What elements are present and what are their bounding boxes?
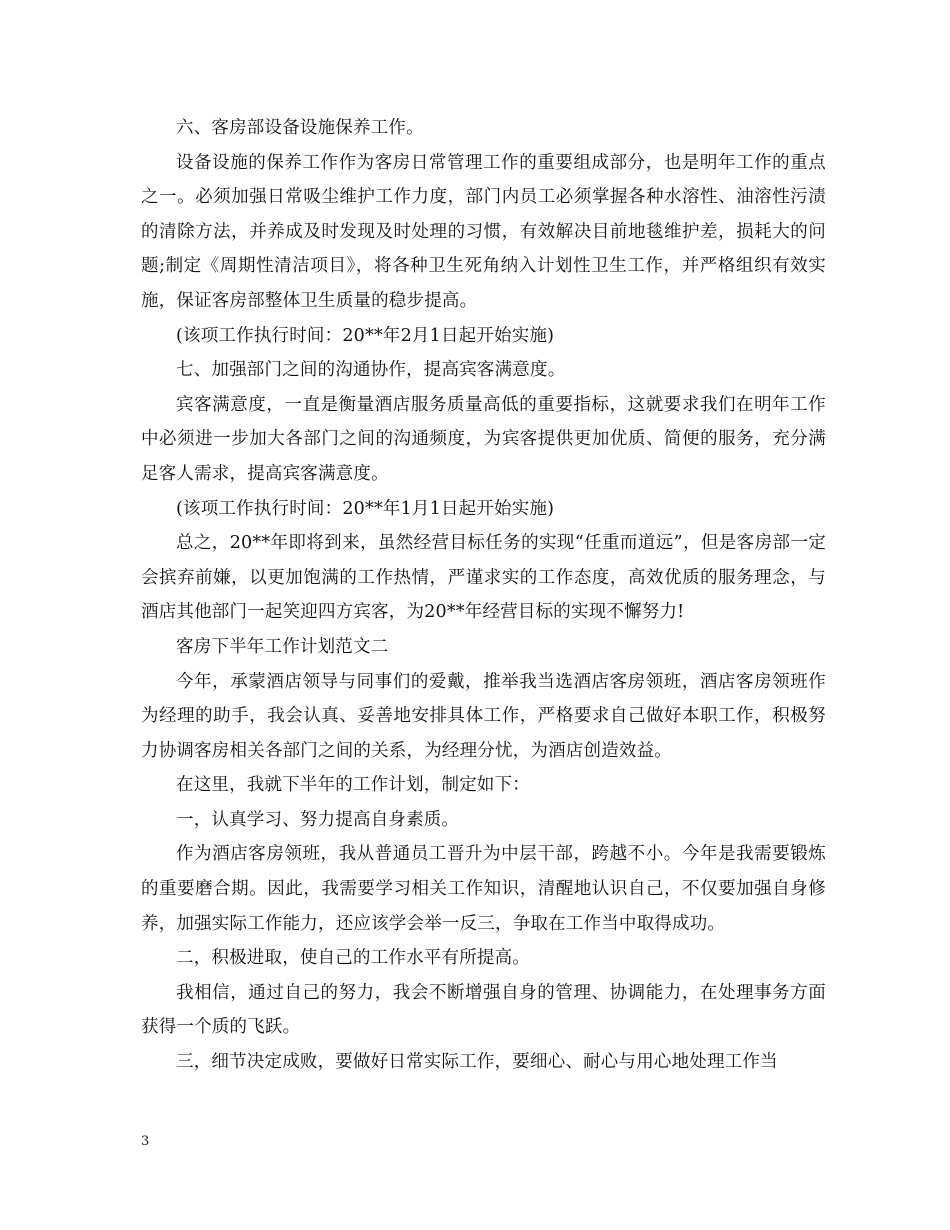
plan-item-heading-progress: 二，积极进取，使自己的工作水平有所提高。 (176, 948, 530, 969)
execution-time-note: (该项工作执行时间：20**年2月1日起开始实施) (176, 325, 555, 346)
execution-time-note: (该项工作执行时间：20**年1月1日起开始实施) (176, 498, 555, 519)
plan-item-heading-details: 三，细节决定成败，要做好日常实际工作，要细心、耐心与用心地处理工作当 (176, 1052, 778, 1073)
paragraph-introduction: 今年，承蒙酒店领导与同事们的爱戴，推举我当选酒店客房领班，酒店客房领班作为经理的助手，我会认真、妥善地安排具体工作，严格要求自己做好本职工作，积极努力协调客房相关各部门之间的关系，为经理分忧，为酒店创造效益。 (141, 671, 826, 761)
section-heading-communication: 七、加强部门之间的沟通协作，提高宾客满意度。 (176, 360, 566, 381)
paragraph-equipment-maintenance: 设备设施的保养工作作为客房日常管理工作的重要组成部分，也是明年工作的重点之一。必须加强日常吸尘维护工作力度，部门内员工必须掌握各种水溶性、油溶性污渍的清除方法，并养成及时发现及时处理的习惯，有效解决目前地毯维护差，损耗大的问题;制定《周期性清洁项目》，将各种卫生死角纳入计划性卫生工作，并严格组织有效实施，保证客房部整体卫生质量的稳步提高。 (141, 152, 826, 311)
paragraph-plan-intro: 在这里，我就下半年的工作计划，制定如下： (176, 775, 530, 796)
plan-item-heading-study: 一，认真学习、努力提高自身素质。 (176, 809, 460, 830)
paragraph-study: 作为酒店客房领班，我从普通员工晋升为中层干部，跨越不小。今年是我需要锻炼的重要磨合期。因此，我需要学习相关工作知识，清醒地认识自己，不仅要加强自身修养，加强实际工作能力，还应该学会举一反三，争取在工作当中取得成功。 (141, 844, 826, 934)
paragraph-progress: 我相信，通过自己的努力，我会不断增强自身的管理、协调能力，在处理事务方面获得一个质的飞跃。 (141, 982, 826, 1038)
section-heading-equipment-maintenance: 六、客房部设备设施保养工作。 (176, 118, 424, 138)
document-body (141, 111, 826, 1080)
page-number: 3 (141, 1134, 150, 1149)
paragraph-guest-satisfaction: 宾客满意度，一直是衡量酒店服务质量高低的重要指标，这就要求我们在明年工作中必须进一步加大各部门之间的沟通频度，为宾客提供更加优质、简便的服务，充分满足客人需求，提高宾客满意度。 (141, 394, 826, 484)
paragraph-conclusion: 总之，20**年即将到来，虽然经营目标任务的实现“任重而道远”，但是客房部一定会摈弃前嫌，以更加饱满的工作热情，严谨求实的工作态度，高效优质的服务理念，与酒店其他部门一起笑迎四方宾客，为20**年经营目标的实现不懈努力! (141, 533, 826, 623)
section-title-sample-two: 客房下半年工作计划范文二 (176, 636, 389, 657)
